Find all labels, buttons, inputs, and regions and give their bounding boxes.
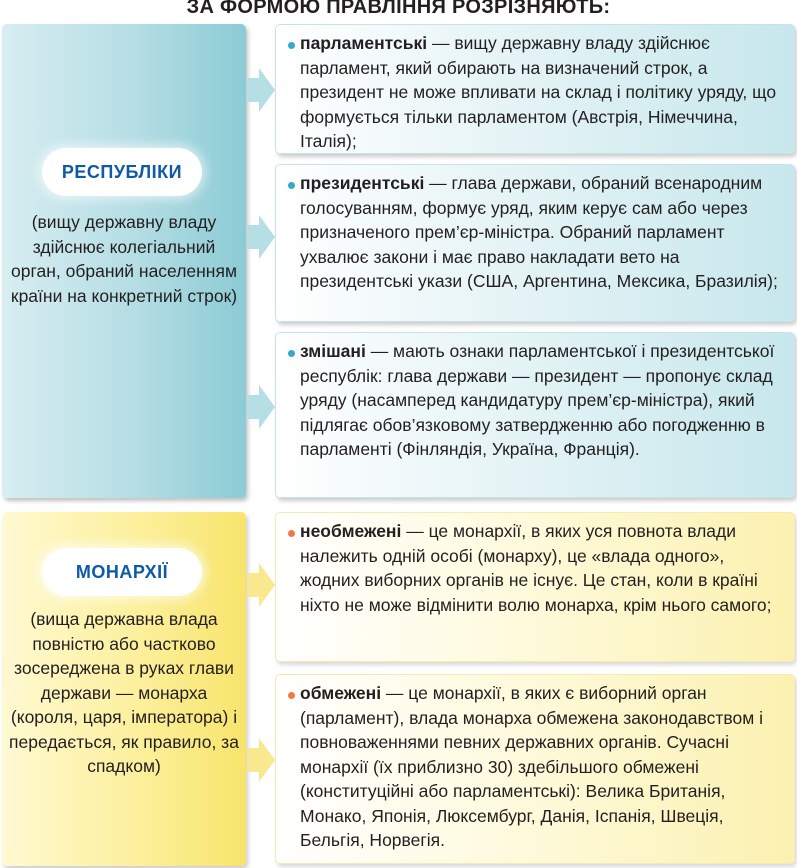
bullet-icon (288, 530, 295, 537)
term-mixed: змішані (300, 341, 366, 361)
republics-heading: РЕСПУБЛІКИ (42, 148, 202, 196)
republics-description: (вищу державну владу здійснює колегіальний орган, обраний населенням країни на конкретний строк) (10, 212, 238, 306)
arrow-right-icon (247, 68, 275, 112)
definition-presidential: — глава держави, обраний всенародним голосуванням, формує уряд, яким керує сам або через призначеного прем’єр-міністра. Обраний парламент ухвалює закони і має право накладати вето на президентські укази (США, Аргентина, Мексика, Бразилія); (300, 173, 778, 291)
term-presidential: президентські (300, 173, 425, 193)
presidential-republic-box (275, 164, 795, 322)
term-limited: обмежені (300, 683, 382, 703)
definition-parliamentary: — вищу державну владу здійснює парламент, який обирають на визначений строк, а президент не може впливати на склад і політику уряду, що формується тільки парламентом (Австрія, Німеччина, Італія); (300, 33, 777, 151)
term-absolute: необмежені (300, 521, 402, 541)
parliamentary-republic-box (275, 24, 795, 154)
republics-panel (2, 24, 246, 498)
bullet-icon (288, 182, 295, 189)
monarchies-description: (вища державна влада повністю або частково зосереджена в руках глави держави — монарха (короля, царя, імператора) і передається, як правило, за спадком) (9, 609, 239, 776)
absolute-monarchy-box (275, 512, 795, 662)
bullet-icon (288, 350, 295, 357)
arrow-right-icon (247, 563, 275, 607)
term-parliamentary: парламентські (300, 33, 428, 53)
definition-mixed: — мають ознаки парламентської і президентської республік: глава держави — президент — пропонує склад уряду (насамперед кандидатуру прем’єр-міністра), який підлягає обов’язковому затвердженню або погодженню в парламенті (Фінляндія, Україна, Франція). (300, 341, 775, 459)
arrow-right-icon (247, 738, 275, 782)
definition-absolute: — це монархії, в яких уся повнота влади належить одній особі (монарху), це «влада одного», жодних виборних органів не існує. Це стан, коли в країні ніхто не може відмінити волю монарха, крім нього самого; (300, 521, 772, 615)
definition-limited: — це монархії, в яких є виборний орган (парламент), влада монарха обмежена законодавством і повноваженнями певних державних органів. Сучасні монархії (їх приблизно 30) здебільшого обмежені (конституційні або парламентські): Велика Британія, Монако, Японія, Люксембург, Данія, Іспанія, Швеція, Бельгія, Норвегія. (300, 683, 764, 850)
arrow-right-icon (247, 385, 275, 429)
page-title: ЗА ФОРМОЮ ПРАВЛІННЯ РОЗРІЗНЯЮТЬ: (186, 0, 611, 18)
bullet-icon (288, 692, 295, 699)
monarchies-panel (2, 512, 246, 866)
mixed-republic-box (275, 332, 795, 498)
monarchies-heading: МОНАРХІЇ (42, 548, 202, 596)
limited-monarchy-box (275, 674, 795, 864)
bullet-icon (288, 42, 295, 49)
arrow-right-icon (247, 215, 275, 259)
